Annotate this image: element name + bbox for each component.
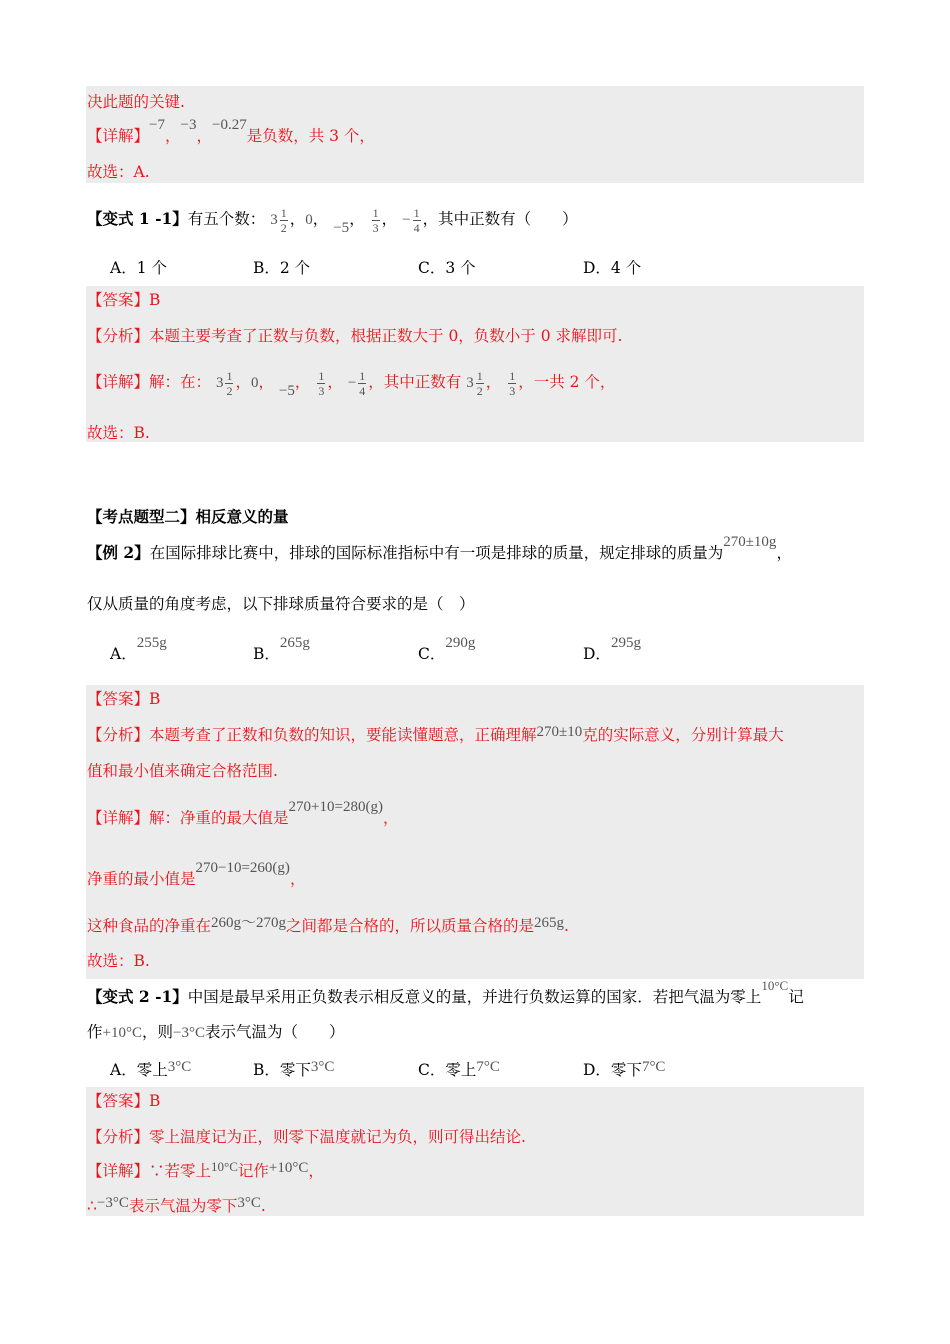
analysis-line: 【分析】本题主要考查了正数与负数，根据正数大于 0，负数小于 0 求解即可. xyxy=(87,327,623,345)
example-2-question-line2: 仅从质量的角度考虑，以下排球质量符合要求的是（ ） xyxy=(87,595,475,613)
detail-line: 【详解】解：净重的最大值是270+10=280(g)， xyxy=(87,799,399,827)
option-b: B．2 个 xyxy=(253,259,311,277)
detail-line: 【详解】−7，−3，−0.27是负数，共 3 个， xyxy=(87,117,375,145)
option-a: A．255g xyxy=(110,635,167,663)
min-value-line: 净重的最小值是270−10=260(g)， xyxy=(87,860,306,888)
choice-line: 故选：B. xyxy=(87,952,150,970)
option-c: C．290g xyxy=(418,635,476,663)
option-a: A．1 个 xyxy=(110,259,167,277)
detail-line: 【详解】解：在： 3 $\frac{1}{2}$ ，0， −5， $\frac{1}{3}$ ， − $\frac{1}{4}$ ，其中正数有 3 $\frac{1}{2}$ ， $\frac{1}{3}$ ，一共 2 个， xyxy=(87,368,616,399)
choice-line: 故选：A. xyxy=(87,163,150,181)
variant-1-1-question: 【变式 1 -1】有五个数： 3 $\frac{1}{2}$ ，0， −5， $\frac{1}{3}$ ， − $\frac{1}{4}$ ，其中正数有（ ） xyxy=(87,205,578,236)
example-2-question: 【例 2】在国际排球比赛中，排球的国际标准指标中有一项是排球的质量，规定排球的质量为270±10g， xyxy=(87,534,792,562)
section-title: 【考点题型二】相反意义的量 xyxy=(87,507,289,526)
option-d: D．零下7°C xyxy=(583,1059,666,1079)
choice-line: 故选：B. xyxy=(87,424,150,442)
analysis-line-2: 值和最小值来确定合格范围. xyxy=(87,762,278,780)
therefore-line: ∴−3°C表示气温为零下3°C. xyxy=(87,1195,266,1215)
text-line: 决此题的关键. xyxy=(87,93,185,111)
option-d: D．4 个 xyxy=(583,259,642,277)
analysis-line: 【分析】零上温度记为正，则零下温度就记为负，则可得出结论. xyxy=(87,1128,526,1146)
answer-line: 【答案】B xyxy=(87,1092,161,1110)
option-a: A．零上3°C xyxy=(110,1059,192,1079)
option-d: D．295g xyxy=(583,635,641,663)
option-c: C．零上7°C xyxy=(418,1059,500,1079)
option-c: C．3 个 xyxy=(418,259,476,277)
variant-2-1-question-line2: 作+10°C，则−3°C表示气温为（ ） xyxy=(87,1023,345,1041)
analysis-line: 【分析】本题考查了正数和负数的知识，要能读懂题意，正确理解270±10克的实际意义，分别计算最大 xyxy=(87,724,784,744)
answer-line: 【答案】B xyxy=(87,291,161,309)
option-b: B．零下3°C xyxy=(253,1059,335,1079)
variant-2-1-question: 【变式 2 -1】中国是最早采用正负数表示相反意义的量，并进行负数运算的国家．若把气温为零上$^{10^\circ C}$记 xyxy=(87,978,804,1006)
option-b: B．265g xyxy=(253,635,310,663)
range-line: 这种食品的净重在260g～270g之间都是合格的，所以质量合格的是265g. xyxy=(87,915,569,935)
detail-line: 【详解】∵若零上$^{10^\circ C}$记作+10°C， xyxy=(87,1159,324,1180)
answer-line: 【答案】B xyxy=(87,690,161,708)
